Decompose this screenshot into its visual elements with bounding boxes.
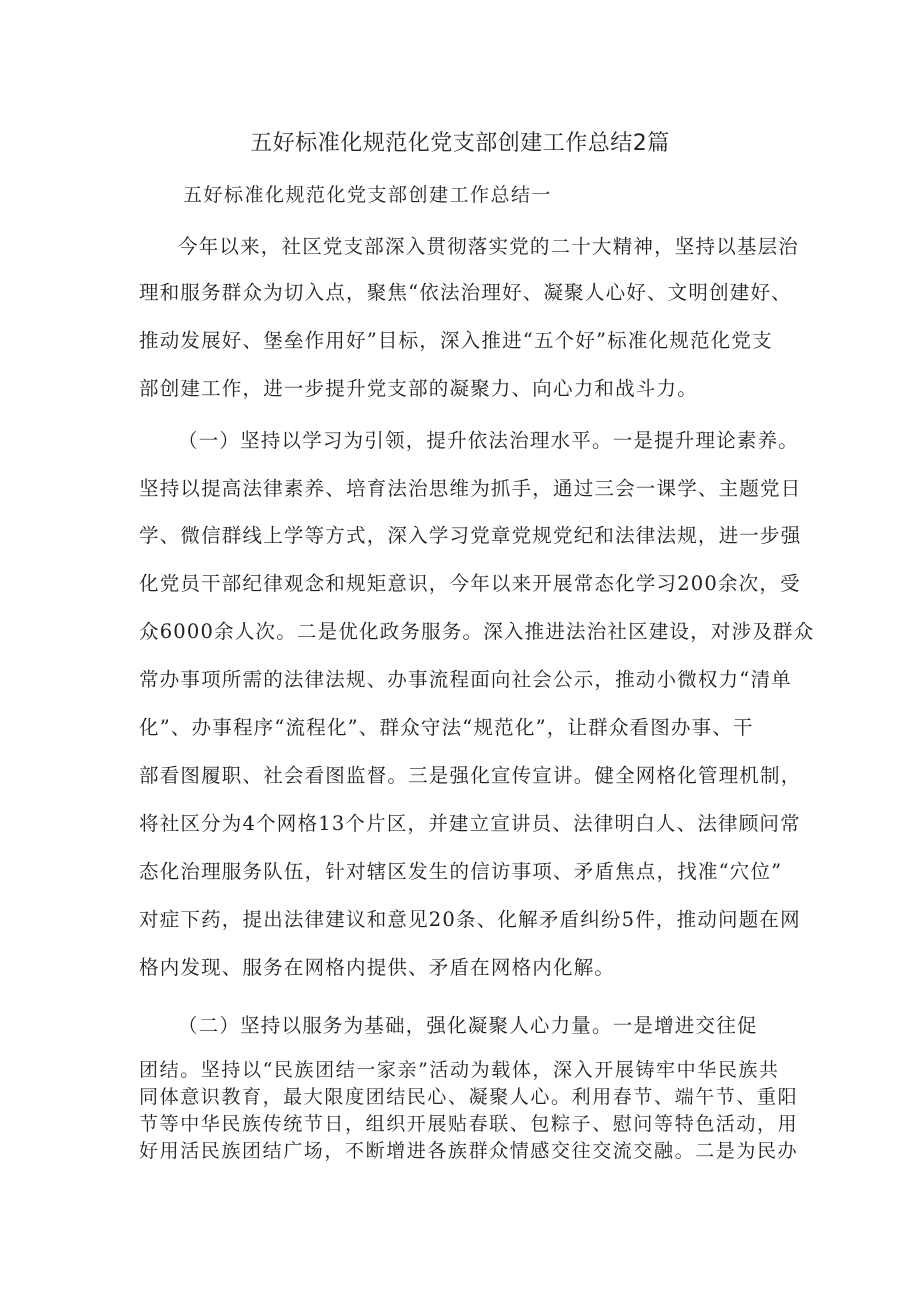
- paragraph-2-line-6: 常办事项所需的法律法规、办事流程面向社会公示，推动小微权力“清单: [139, 668, 792, 691]
- paragraph-3-line-3: 同体意识教育，最大限度团结民心、凝聚人心。利用春节、端午节、重阳: [139, 1086, 799, 1108]
- paragraph-2-line-7: 化”、办事程序“流程化”、群众守法“规范化”，让群众看图办事、干: [139, 716, 754, 739]
- paragraph-3-line-5: 好用活民族团结广场，不断增进各族群众情感交往交流交融。二是为民办: [139, 1140, 799, 1162]
- paragraph-2-line-5: 众6000余人次。二是优化政务服务。深入推进法治社区建设，对涉及群众: [139, 620, 815, 643]
- paragraph-2-line-1: （一）坚持以学习为引领，提升依法治理水平。一是提升理论素养。: [178, 429, 800, 452]
- paragraph-2-line-4: 化党员干部纪律观念和规矩意识，今年以来开展常态化学习200余次，受: [139, 572, 801, 595]
- paragraph-2-line-12: 格内发现、服务在网格内提供、矛盾在网格内化解。: [139, 956, 616, 979]
- paragraph-1-line-3: 推动发展好、堡垒作用好”目标，深入推进“五个好”标准化规范化党支: [139, 329, 773, 352]
- paragraph-2-line-10: 态化治理服务队伍，针对辖区发生的信访事项、矛盾焦点，找准“穴位”: [139, 860, 783, 883]
- paragraph-2-line-9: 将社区分为4个网格13个片区，并建立宣讲员、法律明白人、法律顾问常: [139, 812, 801, 835]
- paragraph-3-line-2: 团结。坚持以“民族团结一家亲”活动为载体，深入开展铸牢中华民族共: [139, 1059, 780, 1081]
- paragraph-3-line-1: （二）坚持以服务为基础，强化凝聚人心力量。一是增进交往促: [178, 1014, 758, 1037]
- paragraph-2-line-11: 对症下药，提出法律建议和意见20条、化解矛盾纠纷5件，推动问题在网: [139, 908, 801, 931]
- paragraph-1-line-2: 理和服务群众为切入点，聚焦“依法治理好、凝聚人心好、文明创建好、: [139, 281, 792, 304]
- paragraph-1-line-4: 部创建工作，进一步提升党支部的凝聚力、向心力和战斗力。: [139, 377, 698, 400]
- document-title: 五好标准化规范化党支部创建工作总结2篇: [250, 131, 670, 156]
- paragraph-1-line-1: 今年以来，社区党支部深入贯彻落实党的二十大精神，坚持以基层治: [178, 235, 800, 258]
- paragraph-2-line-8: 部看图履职、社会看图监督。三是强化宣传宣讲。健全网格化管理机制，: [139, 764, 802, 787]
- paragraph-2-line-2: 坚持以提高法律素养、培育法治思维为抓手，通过三会一课学、主题党日: [139, 477, 802, 500]
- section-subtitle: 五好标准化规范化党支部创建工作总结一: [183, 184, 553, 206]
- paragraph-2-line-3: 学、微信群线上学等方式，深入学习党章党规党纪和法律法规，进一步强: [139, 524, 802, 547]
- paragraph-3-line-4: 节等中华民族传统节日，组织开展贴春联、包粽子、慰问等特色活动，用: [139, 1113, 799, 1135]
